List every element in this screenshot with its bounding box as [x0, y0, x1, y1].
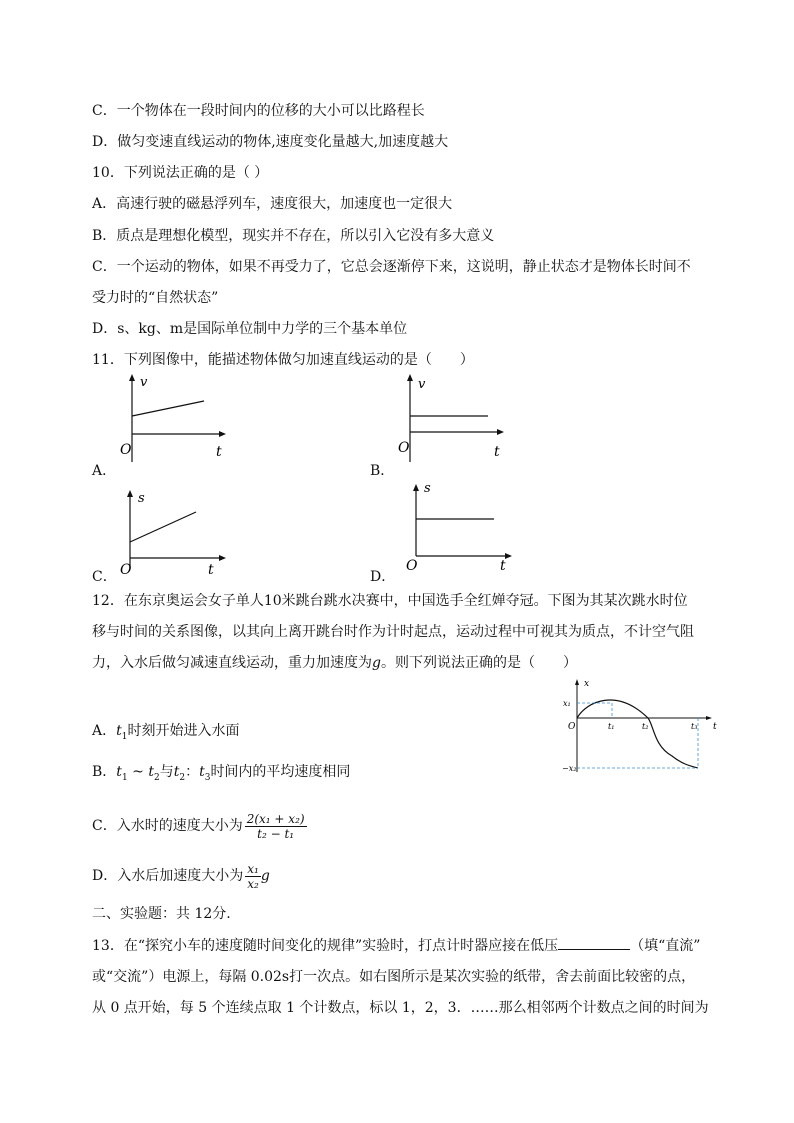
q12-graph-xaxis: t — [713, 722, 717, 732]
q12-option-c: C．入水时的速度大小为 $\frac{\text{2(x₁ + x₂)}}{\text{t₂ − t₁}}$ — [92, 811, 305, 841]
q13-line1: 13．在“探究小车的速度随时间变化的规律”实验时，打点计时器应接在低压 （填“直流” — [92, 938, 701, 954]
q12-graph-origin: O — [568, 722, 576, 732]
q12-displacement-graph — [562, 676, 722, 776]
q12-graph-t3: t₃ — [691, 722, 698, 731]
q11-label-d: D． — [370, 569, 396, 585]
q11-c-xaxis: t — [208, 562, 214, 578]
q11-graph-c — [112, 478, 232, 578]
q11-graph-d — [396, 476, 526, 576]
q10-option-d: D．s、kg、m是国际单位制中力学的三个基本单位 — [92, 321, 408, 337]
q11-c-yaxis: s — [138, 491, 145, 506]
q12-option-d: D．入水后加速度大小为 $\frac{\text{x₁}}{\text{x₂}}$ g — [92, 861, 270, 891]
q13-line2: 或“交流”）电源上，每隔 0.02s打一次点。如右图所示是某次实验的纸带，舍去前面比较密的点， — [92, 969, 696, 985]
q13-line3: 从 0 点开始，每 5 个连续点取 1 个计数点，标以 1，2，3．……那么相邻两个计数点之间的时间为 — [92, 1000, 709, 1016]
q10-option-c-line2: 受力时的“自然状态” — [92, 290, 219, 306]
q12-c-fraction: $\frac{\text{2(x₁ + x₂)}}{\text{t₂ − t₁}}$ — [246, 811, 305, 841]
q11-label-c: C． — [92, 569, 117, 585]
q11-a-xaxis: t — [216, 444, 222, 460]
q11-stem: 11．下列图像中，能描述物体做匀加速直线运动的是（ ） — [92, 352, 474, 368]
q9-option-c: C．一个物体在一段时间内的位移的大小可以比路程长 — [92, 103, 425, 119]
section-2-heading: 二、实验题：共 12分. — [92, 906, 231, 922]
q11-a-yaxis: v — [140, 375, 148, 390]
q13-answer-blank[interactable] — [558, 937, 630, 950]
q11-c-origin: O — [120, 562, 132, 578]
q11-d-yaxis: s — [424, 481, 431, 496]
q12-graph-yaxis: x — [584, 679, 590, 689]
q12-graph-t2: t₂ — [642, 722, 649, 731]
q11-label-b: B． — [370, 463, 395, 479]
q12-stem-line2: 移与时间的关系图像，以其向上离开跳台时作为计时起点，运动过程中可视其为质点，不计空气阻 — [92, 624, 694, 640]
q10-option-a: A．高速行驶的磁悬浮列车，速度很大，加速度也一定很大 — [92, 196, 453, 212]
q12-graph-x1: x₁ — [563, 699, 571, 708]
q11-b-yaxis: v — [418, 377, 426, 392]
q11-graph-b — [390, 372, 510, 472]
q11-d-xaxis: t — [500, 558, 506, 574]
q11-label-a: A． — [92, 463, 117, 479]
q9-option-d: D．做匀变速直线运动的物体,速度变化量越大,加速度越大 — [92, 134, 449, 150]
q12-d-fraction: $\frac{\text{x₁}}{\text{x₂}}$ — [247, 861, 259, 891]
q11-graph-a — [112, 372, 232, 472]
q11-b-xaxis: t — [494, 444, 500, 460]
q11-a-origin: O — [120, 442, 132, 458]
q12-stem-line1: 12．在东京奥运会女子单人10米跳台跳水决赛中，中国选手全红婵夺冠。下图为其某次跳水时位 — [92, 593, 688, 609]
q10-option-b: B．质点是理想化模型，现实并不存在，所以引入它没有多大意义 — [92, 228, 495, 244]
q12-graph-t1: t₁ — [608, 722, 615, 731]
q12-graph-neg-x2: −x₂ — [562, 764, 577, 773]
q11-b-origin: O — [398, 440, 410, 456]
q12-option-a: A．$t_1$时刻开始进入水面 — [92, 723, 240, 742]
q10-stem: 10．下列说法正确的是（ ） — [92, 165, 269, 181]
q12-option-b: B．$t_1$ ~ $t_2$与$t_2$：$t_3$时间内的平均速度相同 — [92, 764, 351, 783]
q10-option-c-line1: C．一个运动的物体，如果不再受力了，它总会逐渐停下来，这说明，静止状态才是物体长时间不 — [92, 259, 691, 275]
q11-d-origin: O — [406, 558, 418, 574]
q12-stem-line3: 力，入水后做匀减速直线运动，重力加速度为g。则下列说法正确的是（ ） — [92, 655, 577, 671]
